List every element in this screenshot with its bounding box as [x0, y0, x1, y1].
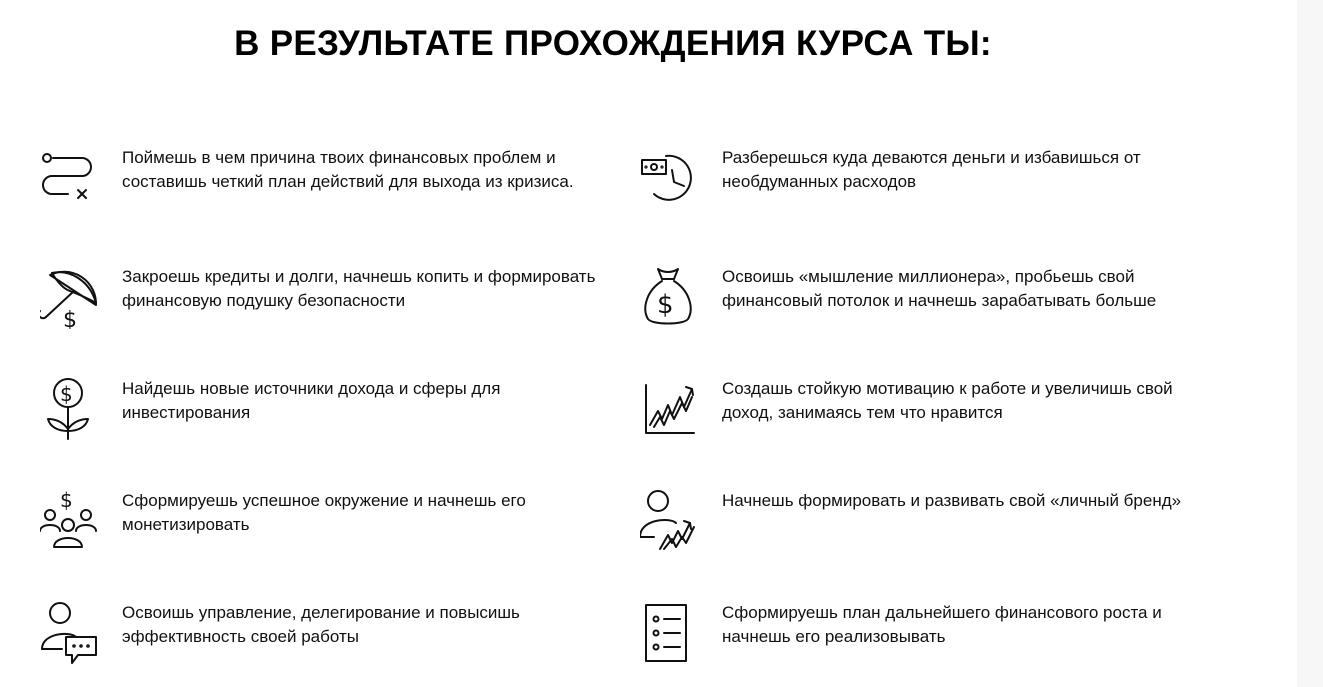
money-bag-icon — [640, 265, 700, 329]
page-title: В РЕЗУЛЬТАТЕ ПРОХОЖДЕНИЯ КУРСА ТЫ: — [234, 24, 992, 63]
outcome-item — [640, 489, 1200, 569]
outcome-item — [640, 377, 1200, 457]
svg-text:$: $ — [657, 290, 674, 320]
outcome-item — [40, 489, 600, 569]
svg-text:$: $ — [60, 489, 73, 512]
outcome-text: Разберешься куда деваются деньги и избавишься от необдуманных расходов — [722, 148, 1141, 191]
money-clock-icon — [640, 146, 700, 210]
outcome-text: Закроешь кредиты и долги, начнешь копить и формировать финансовую подушку безопасности — [122, 267, 596, 310]
outcome-text: Создашь стойкую мотивацию к работе и увеличишь свой доход, занимаясь тем что нравится — [722, 379, 1173, 422]
person-growth-icon — [640, 489, 700, 553]
people-dollar-icon — [40, 489, 100, 553]
outcome-text: Сформируешь успешное окружение и начнешь его монетизировать — [122, 491, 526, 534]
outcome-item — [640, 265, 1200, 345]
outcome-item — [40, 601, 600, 681]
outcome-text: Начнешь формировать и развивать свой «личный бренд» — [722, 491, 1182, 510]
outcome-text: Найдешь новые источники дохода и сферы для инвестирования — [122, 379, 501, 422]
person-chat-icon — [40, 601, 100, 665]
outcome-item — [640, 146, 1200, 226]
outcome-text: Освоишь управление, делегирование и повысишь эффективность своей работы — [122, 603, 520, 646]
svg-text:$: $ — [63, 308, 77, 329]
outcome-text: Освоишь «мышление миллионера», пробьешь свой финансовый потолок и начнешь зарабатывать больше — [722, 267, 1157, 310]
outcome-text: Поймешь в чем причина твоих финансовых проблем и составишь четкий план действий для выхода из кризиса. — [122, 148, 574, 191]
svg-text:$: $ — [60, 382, 73, 406]
route-icon — [40, 146, 100, 210]
outcome-item — [40, 265, 600, 345]
growth-chart-icon — [640, 377, 700, 441]
outcome-text: Сформируешь план дальнейшего финансового роста и начнешь его реализовывать — [722, 603, 1162, 646]
umbrella-dollar-icon — [40, 265, 100, 329]
outcome-item — [40, 146, 600, 226]
dollar-plant-icon — [40, 377, 100, 441]
outcome-item — [40, 377, 600, 457]
checklist-icon — [640, 601, 700, 665]
outcome-item — [640, 601, 1200, 681]
